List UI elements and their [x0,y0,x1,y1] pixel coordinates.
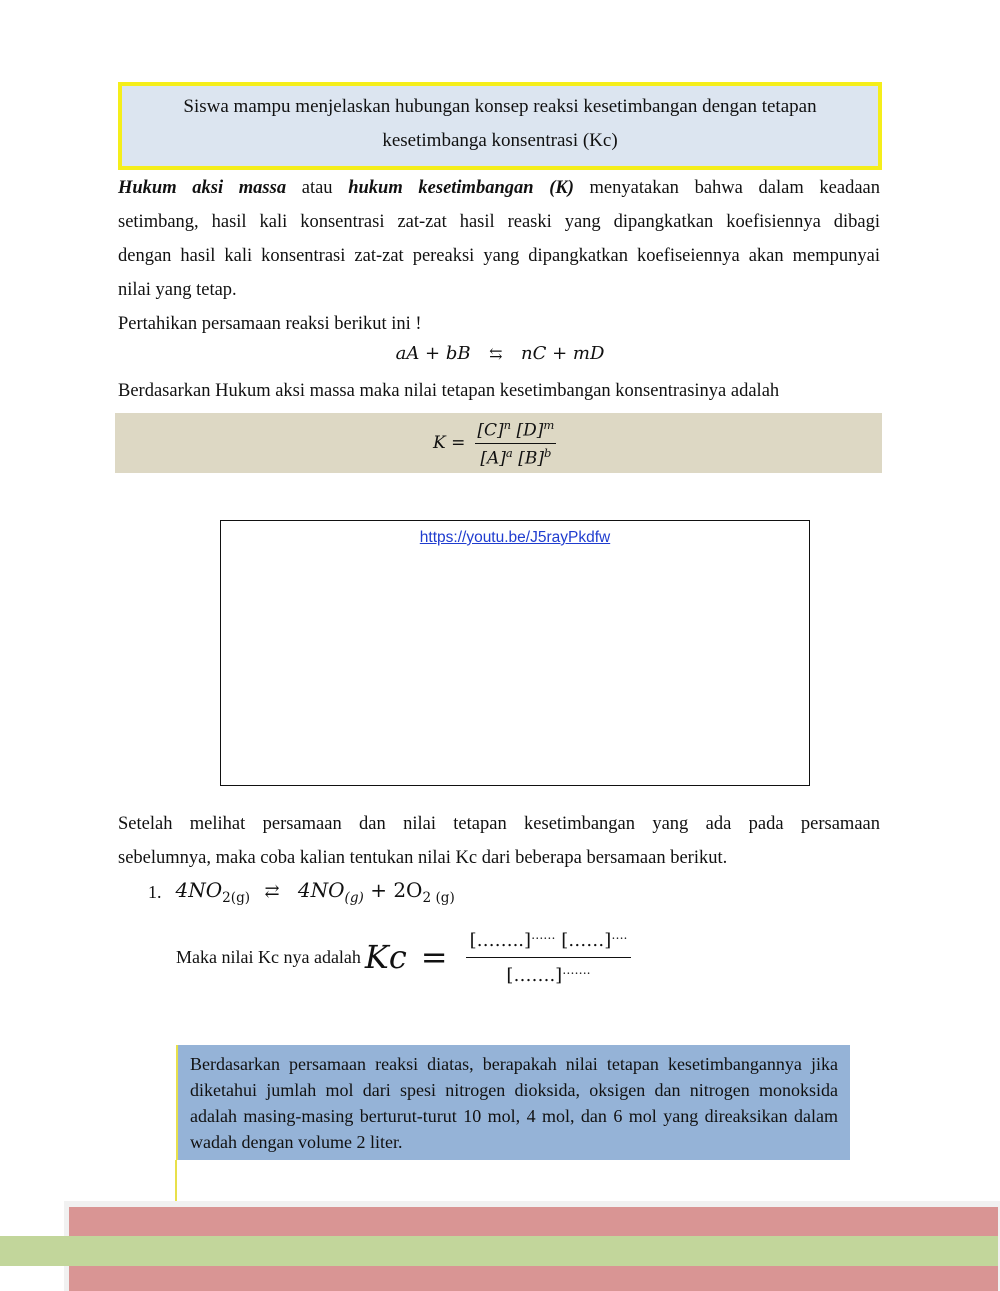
k-denominator [480,444,551,469]
intro-conj: atau [301,178,333,198]
instruction-line-2: sebelumnya, maka coba kalian tentukan nilai Kc dari beberapa bersamaan berikut. [118,848,728,868]
equation-right: nC + mD [521,343,605,364]
kc-symbol: Kc [364,938,407,976]
kc-den-blank[interactable]: […….] [506,965,563,986]
general-equation [0,343,1000,364]
video-link[interactable]: https://youtu.be/J5rayPkdfw [419,529,611,546]
intro-line-1 [118,171,880,205]
question-text: Berdasarkan persamaan reaksi diatas, berapakah nilai tetapan kesetimbangannya jika diketahui jumlah mol dari spesi nitrogen dioksida, oksigen dan nitrogen monoksida adalah masing-masing berturut-turut 10 mol, 4 mol, dan 6 mol yang direaksikan dalam wadah dengan volume 2 liter. [190,1054,838,1152]
conc-b: [B] [518,448,544,469]
kc-num1-exp-blank[interactable]: …… [531,928,556,942]
equilibrium-arrow-icon: ⇆ [489,346,503,363]
kc-denominator-blank[interactable] [506,958,590,986]
exp-b: b [543,445,552,460]
kc-label: Maka nilai Kc nya adalah [176,946,361,967]
product-o2: + 2O [370,878,423,902]
footer-band-pink-bottom [69,1266,998,1291]
reactant-subscript: 2 [222,890,231,906]
footer-band-pink-top [69,1207,998,1236]
kc-den-exp-blank[interactable]: ……. [562,963,591,977]
reactant-no2: 4NO [175,878,223,902]
accent-line [175,1160,177,1206]
k-formula [433,413,556,473]
reactant-phase: (g) [230,890,251,906]
kc-num2-blank[interactable]: [……] [561,930,612,951]
k-lhs: K = [433,433,466,453]
item-number: 1. [148,881,162,902]
conc-c: [C] [477,420,504,441]
exp-m: m [543,417,555,432]
product1-phase: (g) [344,890,364,906]
term-mass-action: Hukum aksi massa [118,178,287,198]
kc-numerator-blank[interactable] [466,928,632,958]
kc-answer-row [176,928,631,986]
question-item-1 [148,878,455,906]
instruction-line-1: Setelah melihat persamaan dan nilai tetapan kesetimbangan yang ada pada persamaan [118,814,880,834]
kc-num2-exp-blank[interactable]: …. [611,928,628,942]
intro-line-4: nilai yang tetap. [118,280,237,300]
video-embed-frame[interactable] [220,520,810,786]
learning-objective-box [118,82,882,170]
exp-a: a [505,445,513,460]
term-equilibrium: hukum kesetimbangan (K) [348,178,574,198]
kc-equals: = [420,938,448,976]
conc-d: [D] [516,420,544,441]
objective-line-2: kesetimbanga konsentrasi (Kc) [382,130,618,151]
footer-band-green [0,1236,998,1266]
k-numerator [475,418,556,444]
product2-phase: (g) [435,890,455,906]
prompt-observe-equation: Pertahikan persamaan reaksi berikut ini ! [118,314,422,334]
prompt-mass-action: Berdasarkan Hukum aksi massa maka nilai tetapan kesetimbangan konsentrasinya adalah [118,381,780,401]
k-fraction [475,418,556,468]
objective-line-1: Siswa mampu menjelaskan hubungan konsep reaksi kesetimbangan dengan tetapan [183,96,817,117]
product2-subscript: 2 [422,890,432,906]
conc-a: [A] [480,448,506,469]
reversible-arrow-icon: ⇄ [264,881,280,902]
intro-line-1-rest: menyatakan bahwa dalam keadaan [589,178,880,198]
product-no: 4NO [297,878,345,902]
question-box [176,1045,850,1160]
intro-line-2: setimbang, hasil kali konsentrasi zat-zat hasil reaski yang dipangkatkan koefisiennya dibagi [118,212,880,232]
kc-fraction-blank[interactable] [466,928,632,986]
intro-line-3: dengan hasil kali konsentrasi zat-zat pereaksi yang dipangkatkan koefiseiennya akan mempunyai [118,246,880,266]
equation-left: aA + bB [395,343,471,364]
item-1-equation [176,878,455,906]
exp-n: n [503,417,512,432]
kc-num1-blank[interactable]: [……..] [469,930,532,951]
